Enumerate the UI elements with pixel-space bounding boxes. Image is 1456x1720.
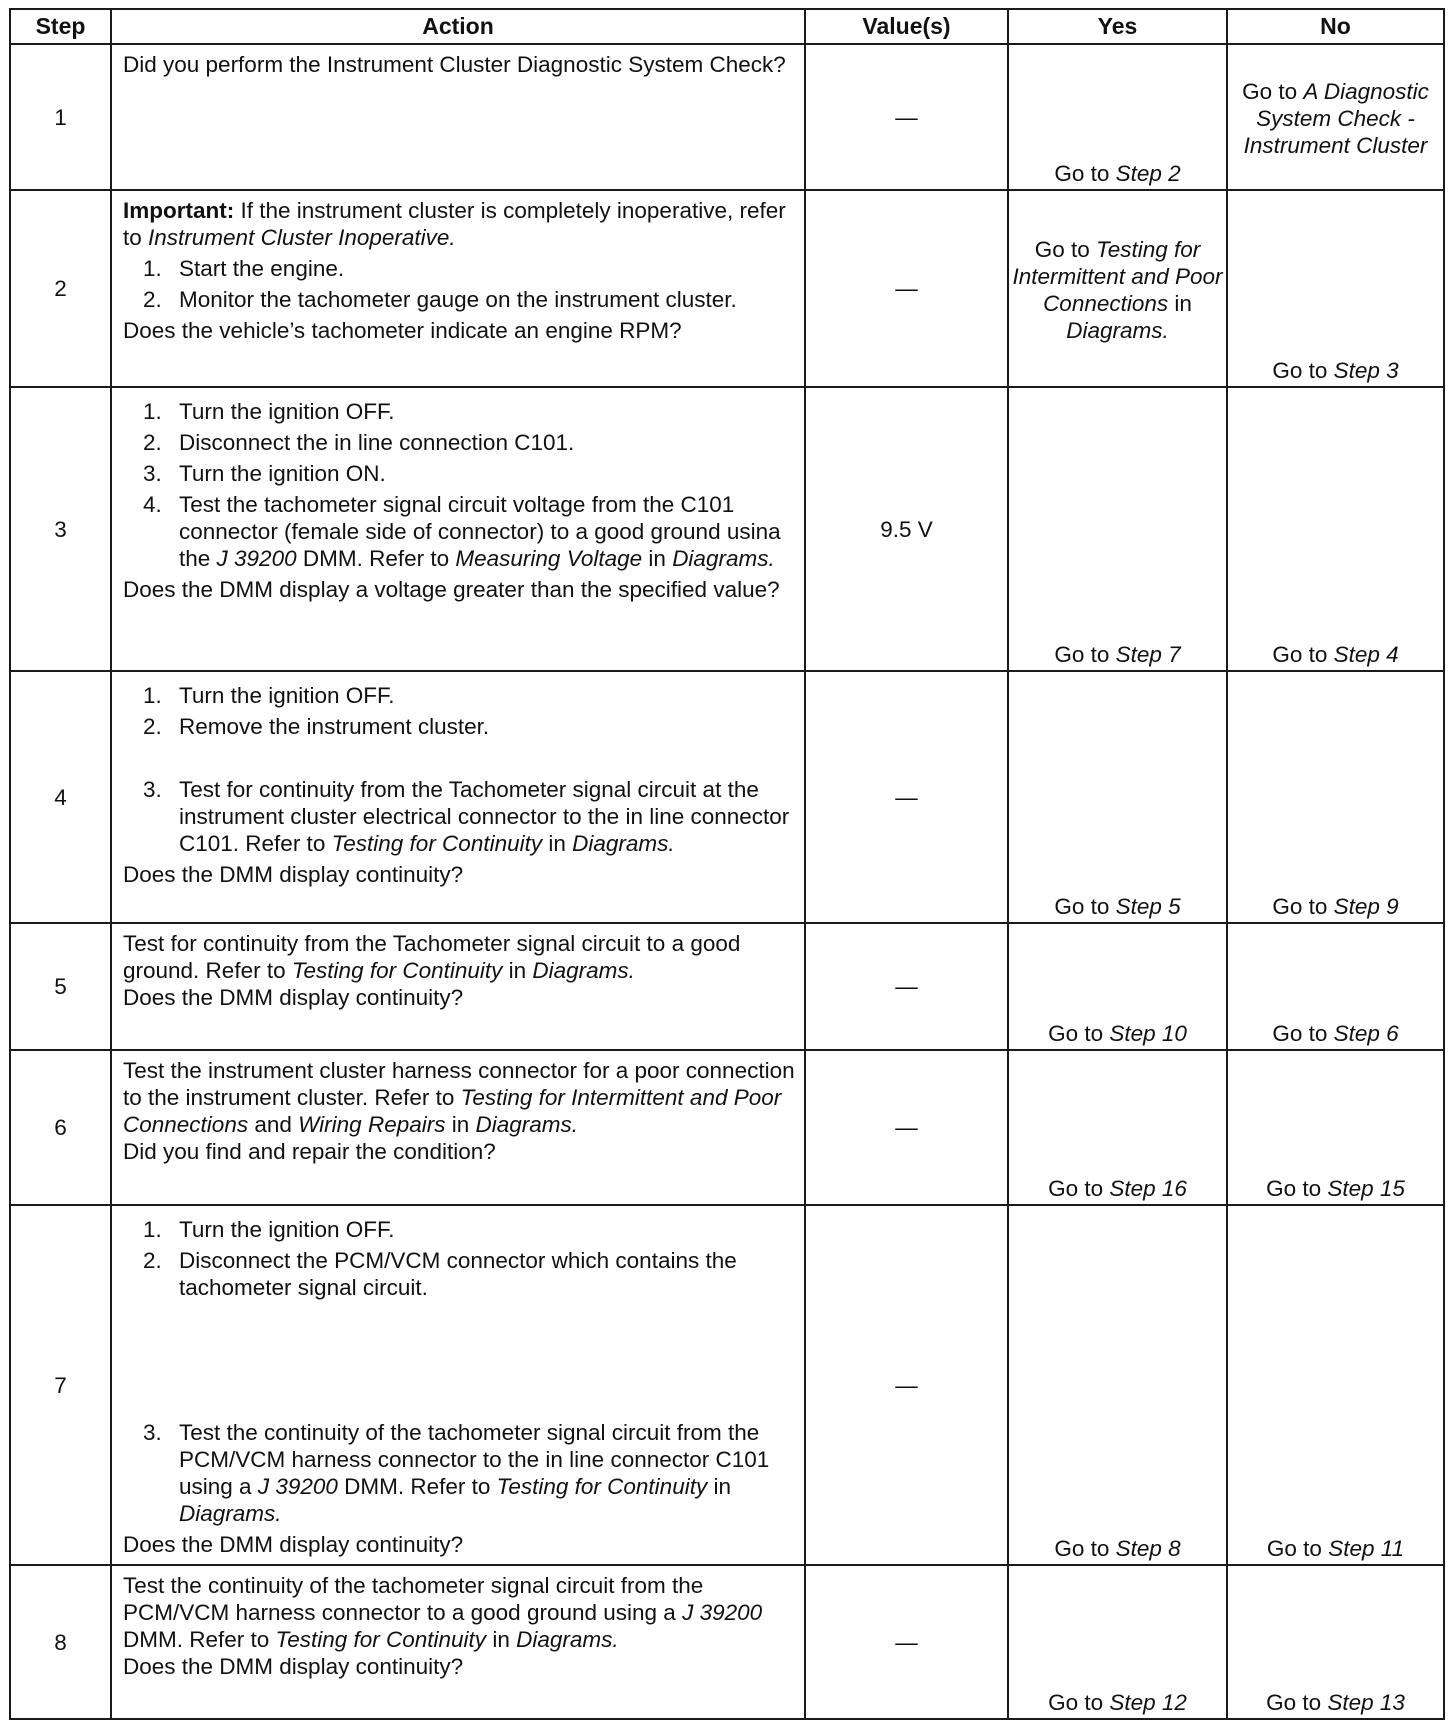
procedure-list	[123, 251, 798, 317]
diagrams-link[interactable]: Diagrams.	[179, 1501, 282, 1526]
no-link[interactable]: Step 3	[1333, 358, 1399, 383]
no-link[interactable]: Step 13	[1327, 1690, 1405, 1715]
list-text: in	[542, 831, 573, 856]
no-link[interactable]: Step 15	[1327, 1176, 1405, 1201]
value-cell: —	[805, 1565, 1008, 1719]
no-cell[interactable]	[1227, 190, 1444, 387]
table-row	[10, 923, 1444, 1050]
list-number: 2.	[143, 1248, 162, 1273]
table-row	[10, 190, 1444, 387]
goto-prefix: Go to	[1054, 161, 1116, 186]
diagrams-link[interactable]: Diagrams.	[475, 1112, 579, 1137]
reference-link[interactable]: Testing for Continuity	[331, 831, 543, 856]
list-number: 1.	[143, 1217, 162, 1242]
list-number: 1.	[143, 683, 162, 708]
list-number: 4.	[143, 492, 162, 517]
tool-name: J 39200	[682, 1600, 763, 1625]
list-item	[123, 776, 798, 857]
list-item	[123, 491, 798, 572]
tool-name: J 39200	[257, 1474, 338, 1499]
goto-prefix: Go to	[1266, 1536, 1329, 1561]
diagnostic-table	[9, 8, 1445, 1720]
list-item	[123, 1419, 798, 1527]
instruction-part: Test the continuity of the tachometer signal circuit from the PCM/VCM harness connector to a good ground using a	[123, 1573, 704, 1625]
header-row	[10, 9, 1444, 44]
list-text: Disconnect the PCM/VCM connector which contains the tachometer signal circuit.	[179, 1248, 737, 1300]
question-text: Did you find and repair the condition?	[123, 1139, 496, 1164]
list-text: Remove the instrument cluster.	[179, 714, 490, 739]
instruction-part: in	[502, 958, 533, 983]
step-number: 4	[10, 671, 111, 923]
goto-prefix: Go to	[1048, 1021, 1110, 1046]
procedure-list	[123, 1212, 798, 1531]
yes-link[interactable]: Step 8	[1115, 1536, 1181, 1561]
instruction-part: DMM. Refer to	[123, 1627, 276, 1652]
no-cell[interactable]	[1227, 387, 1444, 671]
list-number: 2.	[143, 714, 162, 739]
important-text: If the instrument cluster is completely inoperative, refer to	[123, 198, 786, 250]
goto-prefix: Go to	[1272, 358, 1334, 383]
table-row	[10, 1050, 1444, 1205]
yes-cell[interactable]	[1008, 671, 1227, 923]
list-text: Turn the ignition OFF.	[179, 683, 395, 708]
list-text: Turn the ignition ON.	[179, 461, 386, 486]
question-text: Does the DMM display continuity?	[123, 985, 464, 1010]
table-row	[10, 44, 1444, 190]
yes-link[interactable]: Step 2	[1115, 161, 1181, 186]
table-row	[10, 1565, 1444, 1719]
goto-prefix: Go to	[1242, 78, 1304, 104]
list-text: Test for continuity from the Tachometer signal circuit at the instrument cluster electrical connector to the in line connector C101. Refer to	[179, 777, 790, 856]
no-cell[interactable]	[1227, 1205, 1444, 1565]
list-text: Turn the ignition OFF.	[179, 399, 395, 424]
goto-prefix: Go to	[1272, 642, 1334, 667]
question-text: Does the DMM display a voltage greater than the specified value?	[123, 577, 780, 602]
header-no: No	[1227, 9, 1444, 44]
no-cell[interactable]	[1227, 671, 1444, 923]
goto-prefix: Go to	[1048, 1176, 1110, 1201]
goto-prefix: Go to	[1266, 1690, 1328, 1715]
instruction-text	[123, 1057, 798, 1138]
value-cell: —	[805, 923, 1008, 1050]
diagrams-link[interactable]: Diagrams.	[672, 546, 775, 571]
instruction-part: Test for continuity from the Tachometer signal circuit to a good ground. Refer to	[123, 931, 741, 983]
diagrams-link[interactable]: Diagrams.	[516, 1627, 619, 1652]
header-yes: Yes	[1008, 9, 1227, 44]
action-cell	[111, 671, 805, 923]
list-text: Turn the ignition OFF.	[179, 1217, 395, 1242]
reference-link[interactable]: Testing for Intermittent and Poor Connections	[123, 1085, 782, 1137]
reference-link[interactable]: Testing for Continuity	[291, 958, 503, 983]
yes-link[interactable]: Step 16	[1109, 1176, 1187, 1201]
instruction-text	[123, 1572, 798, 1653]
goto-prefix: Go to	[1054, 1536, 1116, 1561]
yes-link[interactable]: Testing for Intermittent and Poor Connections	[1012, 236, 1223, 316]
list-number: 2.	[143, 430, 162, 455]
list-item	[123, 460, 798, 487]
value-cell: 9.5 V	[805, 387, 1008, 671]
goto-prefix: Go to	[1054, 894, 1116, 919]
step-number: 6	[10, 1050, 111, 1205]
goto-prefix: Go to	[1266, 1176, 1328, 1201]
instruction-text	[123, 930, 798, 984]
list-text: Disconnect the in line connection C101.	[179, 430, 575, 455]
list-number: 3.	[143, 461, 162, 486]
reference-link[interactable]: Testing for Continuity	[275, 1627, 487, 1652]
no-link[interactable]: Step 6	[1333, 1021, 1399, 1046]
list-item	[123, 286, 798, 313]
list-number: 2.	[143, 287, 162, 312]
no-link[interactable]: Step 11	[1328, 1536, 1405, 1561]
wiring-link[interactable]: Wiring Repairs	[298, 1112, 446, 1137]
step-number: 8	[10, 1565, 111, 1719]
important-note	[123, 197, 798, 251]
header-values: Value(s)	[805, 9, 1008, 44]
tool-name: J 39200	[216, 546, 297, 571]
no-cell[interactable]	[1227, 923, 1444, 1050]
action-cell	[111, 387, 805, 671]
goto-in: in	[1168, 290, 1192, 316]
step-number: 1	[10, 44, 111, 190]
yes-cell[interactable]	[1008, 1205, 1227, 1565]
value-cell: —	[805, 671, 1008, 923]
question-text: Does the DMM display continuity?	[123, 1654, 464, 1679]
list-item	[123, 429, 798, 456]
important-label: Important:	[123, 198, 235, 223]
list-text: Start the engine.	[179, 256, 345, 281]
diagrams-link[interactable]: Diagrams.	[572, 831, 675, 856]
list-text: Test the tachometer signal circuit voltage from the C101 connector (female side of connector) to a good ground usina the	[179, 492, 781, 571]
value-cell: —	[805, 1205, 1008, 1565]
list-number: 3.	[143, 1420, 162, 1445]
step-number: 5	[10, 923, 111, 1050]
instruction-part: in	[486, 1627, 517, 1652]
list-number: 1.	[143, 256, 162, 281]
yes-link[interactable]: Step 5	[1115, 894, 1181, 919]
list-number: 1.	[143, 399, 162, 424]
no-link[interactable]: Step 9	[1333, 894, 1399, 919]
step-number: 2	[10, 190, 111, 387]
yes-cell[interactable]	[1008, 923, 1227, 1050]
goto-prefix: Go to	[1048, 1690, 1110, 1715]
value-cell: —	[805, 1050, 1008, 1205]
question-text: Did you perform the Instrument Cluster Diagnostic System Check?	[123, 52, 786, 77]
value-cell: —	[805, 190, 1008, 387]
step-number: 3	[10, 387, 111, 671]
procedure-list	[123, 394, 798, 576]
list-item	[123, 398, 798, 425]
list-item	[123, 682, 798, 709]
action-cell	[111, 190, 805, 387]
list-number: 3.	[143, 777, 162, 802]
table-row	[10, 671, 1444, 923]
reference-link[interactable]: Measuring Voltage	[455, 546, 643, 571]
yes-cell[interactable]	[1008, 190, 1227, 387]
reference-link[interactable]: Testing for Continuity	[496, 1474, 708, 1499]
yes-link-diagrams[interactable]: Diagrams.	[1066, 317, 1169, 343]
yes-link[interactable]: Step 7	[1115, 642, 1181, 667]
list-text: DMM. Refer to	[296, 546, 456, 571]
yes-link[interactable]: Step 12	[1109, 1690, 1187, 1715]
yes-cell[interactable]	[1008, 387, 1227, 671]
list-item	[123, 1247, 798, 1301]
yes-link[interactable]: Step 10	[1109, 1021, 1187, 1046]
instruction-part: and	[248, 1112, 299, 1137]
list-text: DMM. Refer to	[337, 1474, 497, 1499]
list-text: Monitor the tachometer gauge on the instrument cluster.	[179, 287, 737, 312]
procedure-list	[123, 678, 798, 861]
step-number: 7	[10, 1205, 111, 1565]
no-link[interactable]: A Diagnostic System Check - Instrument Cluster	[1243, 78, 1429, 158]
goto-prefix: Go to	[1034, 236, 1097, 262]
action-cell	[111, 1050, 805, 1205]
instruction-part: in	[445, 1112, 476, 1137]
list-item	[123, 255, 798, 282]
yes-cell[interactable]	[1008, 1050, 1227, 1205]
action-cell	[111, 44, 805, 190]
header-step: Step	[10, 9, 111, 44]
instruction-part: Test the instrument cluster harness connector for a poor connection to the instrument cluster. Refer to	[123, 1058, 795, 1110]
table-row	[10, 1205, 1444, 1565]
yes-cell[interactable]	[1008, 44, 1227, 190]
list-item	[123, 1216, 798, 1243]
value-cell: —	[805, 44, 1008, 190]
question-text: Does the vehicle’s tachometer indicate an engine RPM?	[123, 318, 682, 343]
important-link[interactable]: Instrument Cluster Inoperative.	[148, 225, 456, 250]
diagrams-link[interactable]: Diagrams.	[532, 958, 635, 983]
goto-prefix: Go to	[1054, 642, 1116, 667]
question-text: Does the DMM display continuity?	[123, 1532, 464, 1557]
no-cell[interactable]	[1227, 44, 1444, 190]
no-cell[interactable]	[1227, 1050, 1444, 1205]
list-text: in	[707, 1474, 731, 1499]
no-link[interactable]: Step 4	[1333, 642, 1399, 667]
no-cell[interactable]	[1227, 1565, 1444, 1719]
list-text: in	[642, 546, 673, 571]
yes-cell[interactable]	[1008, 1565, 1227, 1719]
table-row	[10, 387, 1444, 671]
action-cell	[111, 1565, 805, 1719]
goto-prefix: Go to	[1272, 894, 1334, 919]
list-text: Test the continuity of the tachometer signal circuit from the PCM/VCM harness connector to the in line connector C101 using a	[179, 1420, 770, 1499]
goto-prefix: Go to	[1272, 1021, 1334, 1046]
action-cell	[111, 923, 805, 1050]
header-action: Action	[111, 9, 805, 44]
list-item	[123, 713, 798, 740]
action-cell	[111, 1205, 805, 1565]
question-text: Does the DMM display continuity?	[123, 862, 464, 887]
